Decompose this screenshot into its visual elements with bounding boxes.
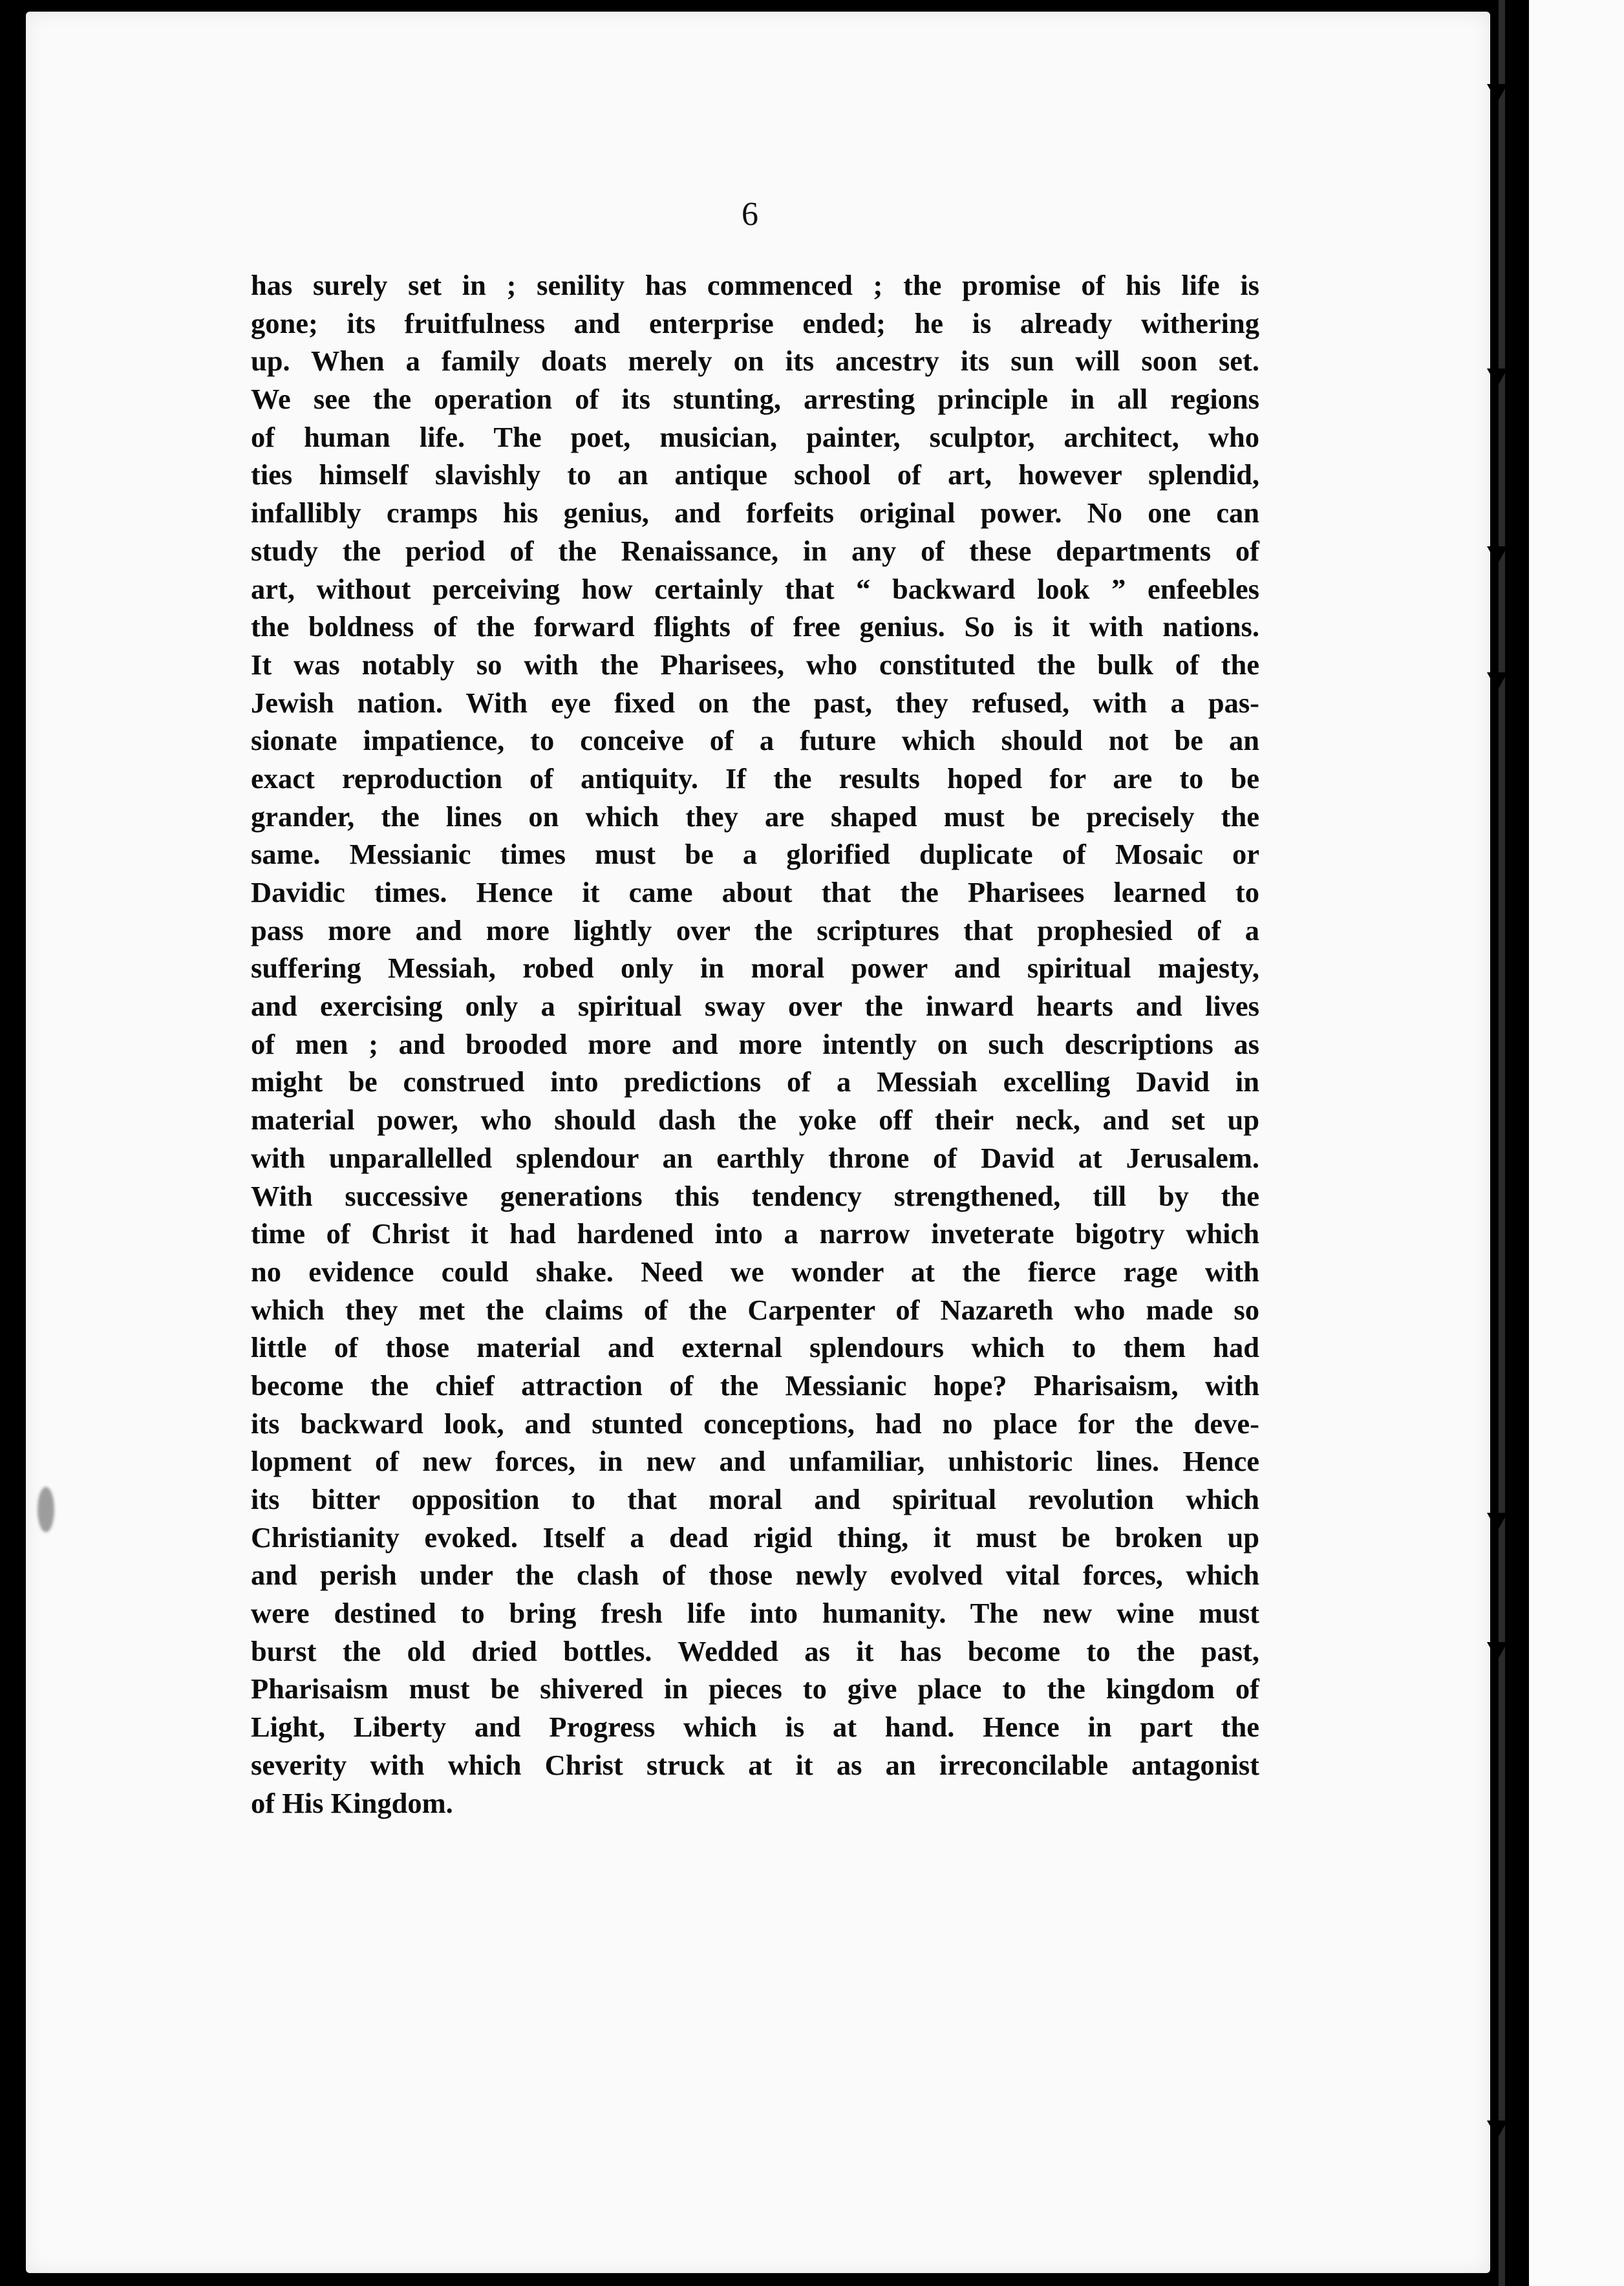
facing-page-edge — [1529, 0, 1624, 2286]
text-line: and perish under the clash of those newly evolved vital forces, which — [251, 1559, 1259, 1592]
text-line: which they met the claims of the Carpenter of Nazareth who made so — [251, 1293, 1259, 1326]
text-line: and exercising only a spiritual sway over the inward hearts and lives — [251, 990, 1259, 1023]
binding-stitch-mark — [1487, 2120, 1508, 2139]
text-line: its bitter opposition to that moral and spiritual revolution which — [251, 1483, 1259, 1515]
text-line: same. Messianic times must be a glorified duplicate of Mosaic or — [251, 838, 1259, 871]
text-line: lopment of new forces, in new and unfamiliar, unhistoric lines. Hence — [251, 1445, 1259, 1478]
text-line: Davidic times. Hence it came about that the Pharisees learned to — [251, 876, 1259, 908]
text-line: become the chief attraction of the Messianic hope? Pharisaism, with — [251, 1369, 1259, 1402]
text-line: little of those material and external splendours which to them had — [251, 1331, 1259, 1364]
text-line: Pharisaism must be shivered in pieces to give place to the kingdom of — [251, 1672, 1259, 1705]
text-line: with unparallelled splendour an earthly throne of David at Jerusalem. — [251, 1141, 1259, 1174]
text-line: grander, the lines on which they are shaped must be precisely the — [251, 800, 1259, 833]
binding-line — [1499, 0, 1505, 2286]
text-line: ties himself slavishly to an antique school of art, however splendid, — [251, 458, 1259, 491]
text-line: its backward look, and stunted conceptions, had no place for the deve- — [251, 1407, 1259, 1440]
body-paragraph — [251, 266, 1259, 1822]
text-line: It was notably so with the Pharisees, who constituted the bulk of the — [251, 648, 1259, 681]
text-line: suffering Messiah, robed only in moral power and spiritual majesty, — [251, 952, 1259, 985]
text-line: exact reproduction of antiquity. If the results hoped for are to be — [251, 762, 1259, 795]
text-line: of human life. The poet, musician, painter, sculptor, architect, who — [251, 420, 1259, 453]
text-line: We see the operation of its stunting, arresting principle in all regions — [251, 383, 1259, 416]
text-line: gone; its fruitfulness and enterprise ended; he is already withering — [251, 306, 1259, 339]
text-line: art, without perceiving how certainly that “ backward look ” enfeebles — [251, 572, 1259, 605]
page-number: 6 — [742, 196, 758, 233]
text-line: no evidence could shake. Need we wonder at the fierce rage with — [251, 1255, 1259, 1288]
text-line: time of Christ it had hardened into a narrow inveterate bigotry which — [251, 1217, 1259, 1250]
text-line: has surely set in ; senility has commenced ; the promise of his life is — [251, 269, 1259, 301]
text-line: sionate impatience, to conceive of a future which should not be an — [251, 724, 1259, 757]
text-line: material power, who should dash the yoke off their neck, and set up — [251, 1104, 1259, 1137]
text-line: infallibly cramps his genius, and forfeits original power. No one can — [251, 497, 1259, 529]
binding-stitch-mark — [1487, 1513, 1508, 1531]
text-line: study the period of the Renaissance, in any of these departments of — [251, 534, 1259, 567]
text-line: the boldness of the forward flights of free genius. So is it with nations. — [251, 610, 1259, 643]
binding-stitch-mark — [1487, 672, 1508, 690]
text-line: pass more and more lightly over the scriptures that prophesied of a — [251, 913, 1259, 946]
binding-stitch-mark — [1487, 369, 1508, 387]
binding-stitch-mark — [1487, 1642, 1508, 1660]
binding-stitch-mark — [1487, 546, 1508, 564]
ink-smudge — [37, 1487, 54, 1532]
text-line: burst the old dried bottles. Wedded as it has become to the past, — [251, 1634, 1259, 1667]
text-line: of His Kingdom. — [251, 1786, 453, 1819]
text-line: Light, Liberty and Progress which is at hand. Hence in part the — [251, 1711, 1259, 1744]
text-line: were destined to bring fresh life into humanity. The new wine must — [251, 1597, 1259, 1630]
book-spine — [1490, 0, 1529, 2286]
text-line: With successive generations this tendency strengthened, till by the — [251, 1179, 1259, 1212]
text-line: might be construed into predictions of a Messiah excelling David in — [251, 1065, 1259, 1098]
text-line: Jewish nation. With eye fixed on the past, they refused, with a pas- — [251, 686, 1259, 719]
text-line: of men ; and brooded more and more intently on such descriptions as — [251, 1027, 1259, 1060]
binding-stitch-mark — [1487, 84, 1508, 102]
text-line: Christianity evoked. Itself a dead rigid thing, it must be broken up — [251, 1521, 1259, 1554]
text-line: up. When a family doats merely on its ancestry its sun will soon set. — [251, 345, 1259, 378]
text-line: severity with which Christ struck at it as an irreconcilable antagonist — [251, 1748, 1259, 1781]
